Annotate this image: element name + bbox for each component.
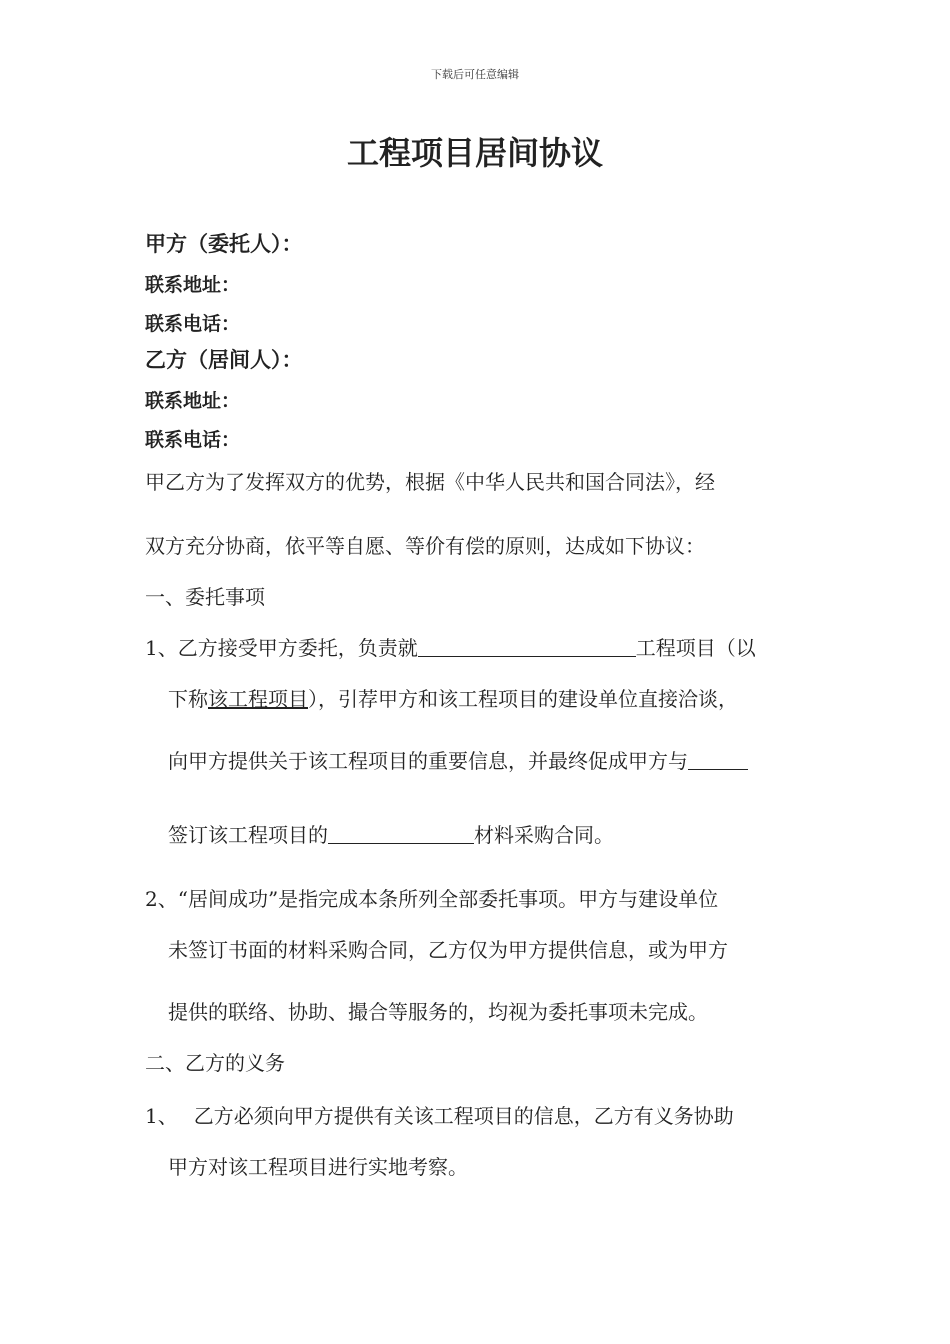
- item-1-text-f: 向甲方提供关于该工程项目的重要信息，并最终促成甲方与: [168, 749, 688, 773]
- section-1-heading: 一、委托事项: [145, 585, 265, 609]
- project-name-blank[interactable]: [418, 636, 636, 657]
- section-2-item-1-line-1: [145, 1103, 734, 1129]
- section-1-item-1-line-3: [168, 748, 748, 774]
- document-title: 工程项目居间协议: [346, 134, 603, 172]
- item-1-text-c: 下称: [168, 687, 208, 711]
- item-1-text-h: 材料采购合同。: [474, 823, 614, 847]
- section-1-item-2-line-1: 2、“居间成功”是指完成本条所列全部委托事项。甲方与建设单位: [145, 887, 719, 911]
- section-1-item-2-line-2: 未签订书面的材料采购合同，乙方仅为甲方提供信息，或为甲方: [168, 938, 728, 962]
- item-1-text-e: ），引荐甲方和该工程项目的建设单位直接洽谈，: [308, 687, 738, 711]
- counterparty-blank[interactable]: [688, 749, 748, 770]
- section-2-item-1-line-2: 甲方对该工程项目进行实地考察。: [168, 1155, 468, 1179]
- item-1-text-g: 签订该工程项目的: [168, 823, 328, 847]
- section-1-item-1-line-4: [168, 822, 614, 848]
- section-2-item-1-number: 1、: [145, 1104, 178, 1128]
- intro-line-2: 双方充分协商，依平等自愿、等价有偿的原则，达成如下协议：: [145, 534, 705, 558]
- item-1-text-b: 工程项目（以: [635, 636, 756, 660]
- section-2-heading: 二、乙方的义务: [145, 1051, 285, 1075]
- party-b-phone-label: 联系电话：: [145, 429, 241, 451]
- party-b-label: 乙方（居间人）：: [145, 348, 303, 372]
- party-b-address-label: 联系地址：: [145, 390, 241, 412]
- section-2-item-1-text: 乙方必须向甲方提供有关该工程项目的信息，乙方有义务协助: [193, 1104, 734, 1128]
- header-note: 下载后可任意编辑: [431, 68, 519, 81]
- party-a-phone-label: 联系电话：: [145, 313, 241, 335]
- section-1-item-1-line-2: [168, 686, 738, 712]
- material-blank[interactable]: [328, 823, 474, 844]
- intro-line-1: 甲乙方为了发挥双方的优势，根据《中华人民共和国合同法》，经: [145, 470, 715, 494]
- party-a-label: 甲方（委托人）：: [145, 232, 303, 256]
- item-1-text-a: 1、乙方接受甲方委托，负责就: [145, 636, 418, 660]
- section-1-item-1-line-1: [145, 635, 756, 661]
- section-1-item-2-line-3: 提供的联络、协助、撮合等服务的，均视为委托事项未完成。: [168, 1000, 708, 1024]
- project-term: 该工程项目: [208, 687, 308, 711]
- party-a-address-label: 联系地址：: [145, 274, 241, 296]
